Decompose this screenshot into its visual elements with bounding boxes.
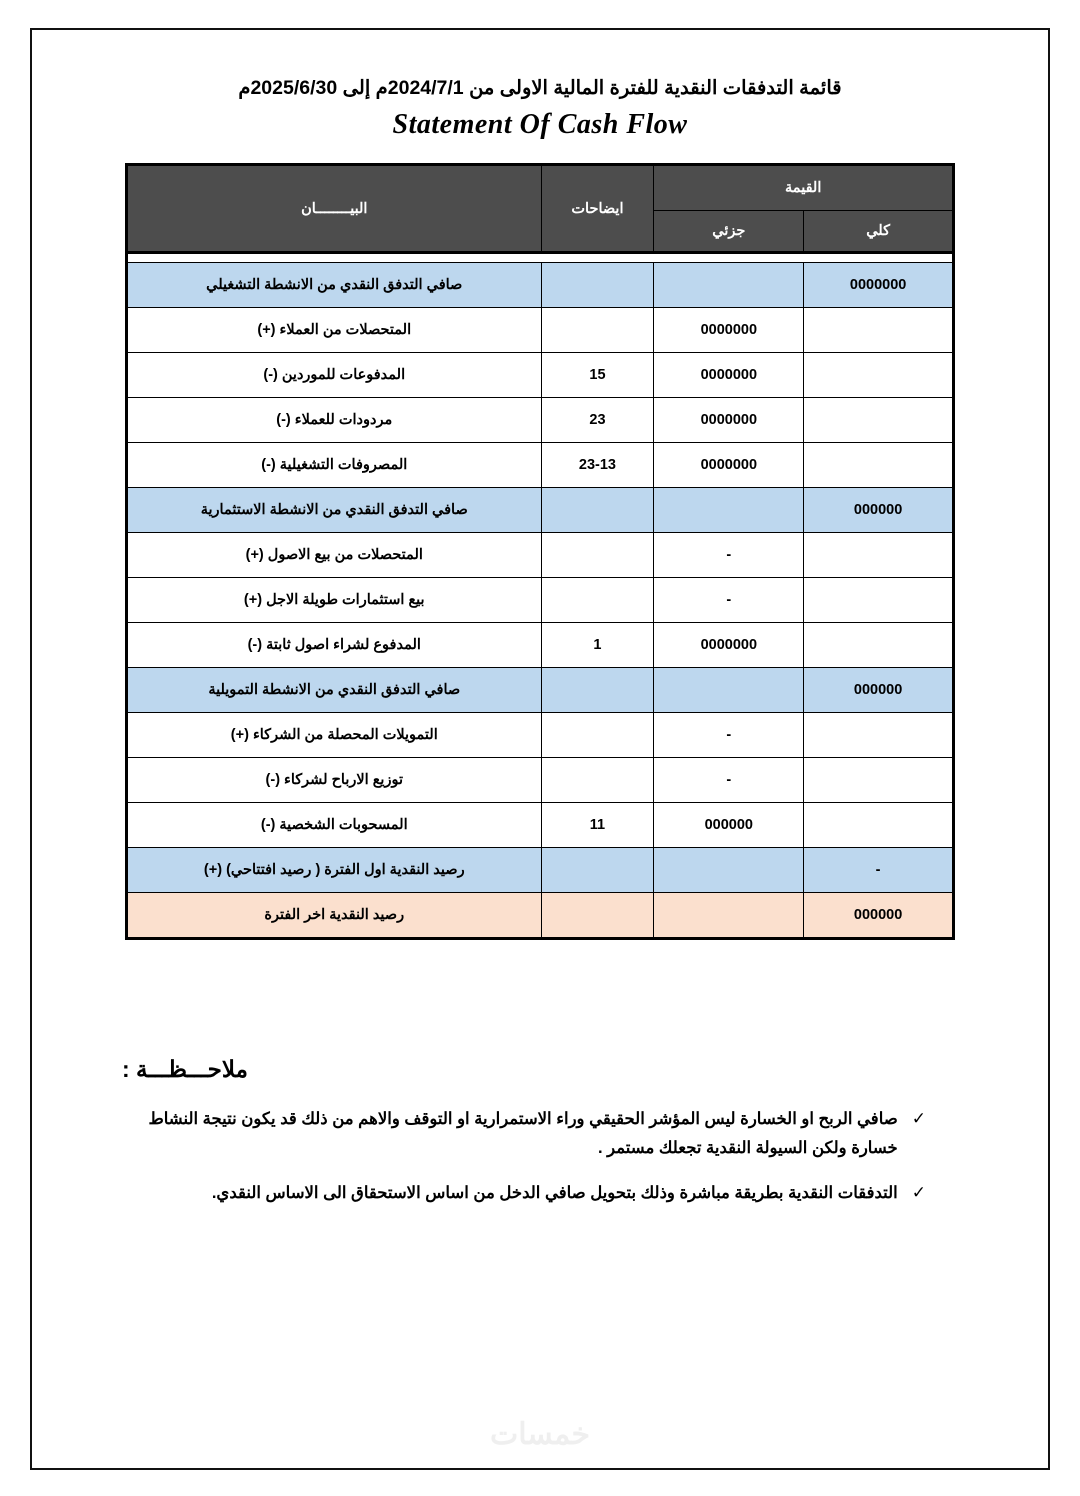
table-row (127, 263, 954, 308)
table-row (127, 803, 954, 848)
cell-bayan: توزيع الارباح لشركاء (-) (127, 758, 542, 803)
table-row (127, 848, 954, 893)
cell-eidahat: 23-13 (541, 443, 654, 488)
cell-kulli: 000000 (804, 668, 954, 713)
cell-kulli (804, 578, 954, 623)
note-text: صافي الربح او الخسارة ليس المؤشر الحقيقي وراء الاستمرارية او التوقف والاهم من ذلك قد يكون نتيجة النشاط خسارة ولكن السيولة النقدية تجعلك مستمر . (148, 1110, 898, 1158)
cell-juzi (654, 488, 804, 533)
cell-kulli (804, 308, 954, 353)
cell-bayan: رصيد النقدية اخر الفترة (127, 893, 542, 939)
cell-kulli (804, 758, 954, 803)
table-row (127, 758, 954, 803)
cell-juzi: - (654, 713, 804, 758)
cell-bayan: بيع استثمارات طويلة الاجل (+) (127, 578, 542, 623)
table-row (127, 443, 954, 488)
watermark: خمسات (489, 1418, 591, 1451)
cell-eidahat (541, 488, 654, 533)
cell-juzi: - (654, 533, 804, 578)
note-text: التدفقات النقدية بطريقة مباشرة وذلك بتحويل صافي الدخل من اساس الاستحقاق الى الاساس النقدي. (211, 1184, 898, 1202)
cell-bayan: صافي التدفق النقدي من الانشطة التشغيلي (127, 263, 542, 308)
cell-eidahat (541, 263, 654, 308)
cell-juzi (654, 893, 804, 939)
cell-bayan: المتحصلات من العملاء (+) (127, 308, 542, 353)
cell-kulli: 000000 (804, 893, 954, 939)
cell-bayan: صافي التدفق النقدي من الانشطة التمويلية (127, 668, 542, 713)
list-item (98, 1105, 982, 1163)
header-eidahat: ايضاحات (541, 165, 654, 253)
header-value-group: القيمة (654, 165, 954, 211)
cell-eidahat: 15 (541, 353, 654, 398)
document-content (30, 28, 1050, 1208)
cell-juzi: 0000000 (654, 623, 804, 668)
cell-eidahat (541, 713, 654, 758)
page-subtitle: Statement Of Cash Flow (392, 109, 688, 141)
table-row (127, 353, 954, 398)
cell-eidahat (541, 758, 654, 803)
cell-bayan: التمويلات المحصلة من الشركاء (+) (127, 713, 542, 758)
cell-kulli: - (804, 848, 954, 893)
cell-bayan: رصيد النقدية اول الفترة ( رصيد افتتاحي) (+) (127, 848, 542, 893)
header-juzi: جزئي (654, 211, 804, 253)
header-separator (127, 253, 954, 263)
cell-eidahat (541, 578, 654, 623)
cell-juzi: 0000000 (654, 443, 804, 488)
table-row (127, 398, 954, 443)
cell-kulli (804, 623, 954, 668)
cell-juzi: 0000000 (654, 308, 804, 353)
cell-eidahat: 11 (541, 803, 654, 848)
cell-kulli: 0000000 (804, 263, 954, 308)
cell-kulli (804, 803, 954, 848)
table-row (127, 533, 954, 578)
cell-juzi: 0000000 (654, 398, 804, 443)
header-bayan: البيــــــــان (127, 165, 542, 253)
table-row (127, 668, 954, 713)
cell-eidahat: 1 (541, 623, 654, 668)
notes-title: ملاحـــظـــة : (122, 1056, 248, 1083)
cell-kulli (804, 443, 954, 488)
list-item (98, 1179, 982, 1208)
cash-flow-table (125, 163, 955, 940)
cell-eidahat (541, 668, 654, 713)
cell-kulli (804, 533, 954, 578)
header-kulli: كلي (804, 211, 954, 253)
check-icon: ✓ (911, 1109, 926, 1129)
table-body (127, 253, 954, 939)
cell-juzi (654, 668, 804, 713)
table-row (127, 893, 954, 939)
cell-bayan: المصروفات التشغيلية (-) (127, 443, 542, 488)
cell-eidahat: 23 (541, 398, 654, 443)
table-row (127, 488, 954, 533)
cell-eidahat (541, 893, 654, 939)
table-row (127, 713, 954, 758)
check-icon: ✓ (911, 1183, 926, 1202)
cell-juzi: - (654, 578, 804, 623)
cell-eidahat (541, 308, 654, 353)
cell-kulli (804, 713, 954, 758)
cell-juzi: 000000 (654, 803, 804, 848)
cell-juzi: - (654, 758, 804, 803)
cell-bayan: المسحوبات الشخصية (-) (127, 803, 542, 848)
cell-bayan: المدفوع لشراء اصول ثابتة (-) (127, 623, 542, 668)
cell-bayan: المدفوعات للموردين (-) (127, 353, 542, 398)
cell-kulli (804, 353, 954, 398)
cell-kulli (804, 398, 954, 443)
cell-kulli: 000000 (804, 488, 954, 533)
table-header (127, 165, 954, 253)
cell-juzi: 0000000 (654, 353, 804, 398)
table-row (127, 578, 954, 623)
cell-bayan: صافي التدفق النقدي من الانشطة الاستثمارية (127, 488, 542, 533)
cell-eidahat (541, 848, 654, 893)
page-title: قائمة التدفقات النقدية للفترة المالية الاولى من 2024/7/1م إلى 2025/6/30م (238, 77, 842, 99)
cell-juzi (654, 263, 804, 308)
table-row (127, 308, 954, 353)
notes-section (98, 1056, 982, 1208)
cell-eidahat (541, 533, 654, 578)
cell-bayan: مردودات للعملاء (-) (127, 398, 542, 443)
cell-juzi (654, 848, 804, 893)
cell-bayan: المتحصلات من بيع الاصول (+) (127, 533, 542, 578)
table-row (127, 623, 954, 668)
